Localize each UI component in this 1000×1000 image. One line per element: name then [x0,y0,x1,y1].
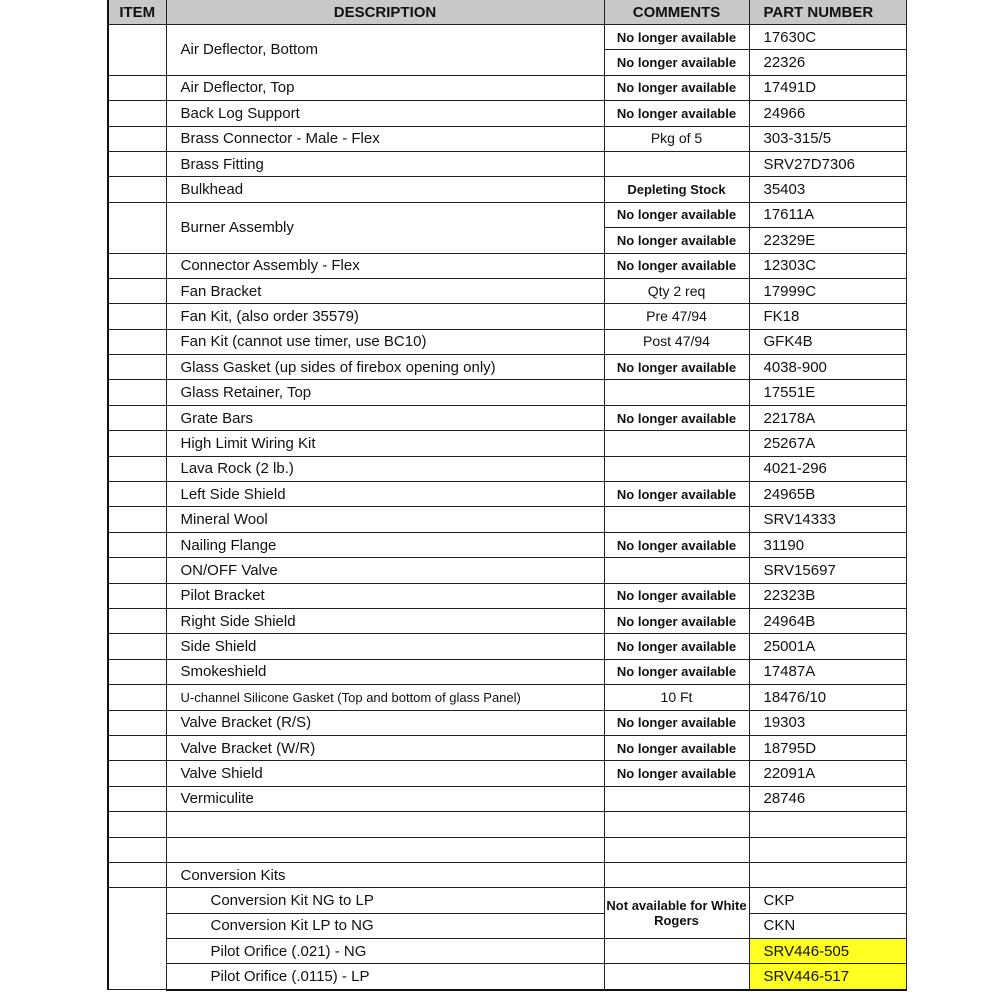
comment-cell: No longer available [604,608,749,633]
table-row [108,913,906,938]
table-row [108,151,906,176]
description-cell: Back Log Support [166,101,604,126]
description-cell: ON/OFF Valve [166,558,604,583]
item-cell [108,558,166,583]
part-number-cell: 18476/10 [749,685,906,710]
item-cell [108,380,166,405]
item-cell [108,659,166,684]
comment-cell [604,837,749,862]
comment-cell: No longer available [604,761,749,786]
part-number-cell: SRV14333 [749,507,906,532]
description-cell: Pilot Orifice (.021) - NG [166,939,604,964]
part-number-cell: 12303C [749,253,906,278]
table-row [108,812,906,837]
description-cell: Brass Fitting [166,151,604,176]
description-cell: Air Deflector, Bottom [166,25,604,76]
table-row [108,837,906,862]
description-cell: Fan Kit (cannot use timer, use BC10) [166,329,604,354]
description-cell: Vermiculite [166,786,604,811]
table-row [108,583,906,608]
table-row [108,278,906,303]
description-cell: Smokeshield [166,659,604,684]
comment-cell: 10 Ft [604,685,749,710]
table-row [108,735,906,760]
comment-cell [604,964,749,990]
description-cell: Right Side Shield [166,608,604,633]
description-cell: Mineral Wool [166,507,604,532]
part-number-cell: 18795D [749,735,906,760]
item-cell [108,25,166,76]
part-number-cell: SRV446-517 [749,964,906,990]
table-row [108,608,906,633]
table-row [108,253,906,278]
item-cell [108,608,166,633]
comment-cell [604,380,749,405]
comment-cell: Pre 47/94 [604,304,749,329]
description-cell: Fan Bracket [166,278,604,303]
comment-cell: Post 47/94 [604,329,749,354]
comment-cell: No longer available [604,710,749,735]
item-cell [108,685,166,710]
item-cell [108,202,166,253]
table-row [108,431,906,456]
description-cell: Glass Retainer, Top [166,380,604,405]
comment-cell: Qty 2 req [604,278,749,303]
part-number-cell: 28746 [749,786,906,811]
comment-cell [604,812,749,837]
table-row [108,761,906,786]
part-number-cell: 35403 [749,177,906,202]
item-cell [108,710,166,735]
table-row [108,558,906,583]
part-number-cell: 31190 [749,532,906,557]
description-cell [166,812,604,837]
part-number-cell: SRV446-505 [749,939,906,964]
comment-cell: Depleting Stock [604,177,749,202]
description-cell: Glass Gasket (up sides of firebox opening only) [166,355,604,380]
comment-cell [604,507,749,532]
table-row [108,888,906,913]
table-row [108,304,906,329]
description-cell: Conversion Kit LP to NG [166,913,604,938]
item-cell [108,304,166,329]
table-row [108,939,906,964]
table-row [108,25,906,50]
description-cell: Valve Bracket (W/R) [166,735,604,760]
item-cell [108,329,166,354]
item-cell [108,507,166,532]
table-row [108,659,906,684]
comment-cell [604,558,749,583]
item-cell [108,278,166,303]
description-cell: Valve Bracket (R/S) [166,710,604,735]
table-header-row [108,0,906,25]
item-cell [108,253,166,278]
table-row [108,126,906,151]
table-row [108,202,906,227]
part-number-cell [749,862,906,887]
part-number-cell: 17487A [749,659,906,684]
part-number-cell: 4021-296 [749,456,906,481]
description-cell: Left Side Shield [166,482,604,507]
part-number-cell: 17551E [749,380,906,405]
description-cell: Connector Assembly - Flex [166,253,604,278]
item-cell [108,355,166,380]
comment-cell: Pkg of 5 [604,126,749,151]
comment-cell [604,939,749,964]
item-cell [108,837,166,862]
part-number-cell: 17611A [749,202,906,227]
description-cell: High Limit Wiring Kit [166,431,604,456]
description-cell: Conversion Kit NG to LP [166,888,604,913]
description-cell: Side Shield [166,634,604,659]
description-cell: Nailing Flange [166,532,604,557]
comment-cell: No longer available [604,659,749,684]
comment-cell: No longer available [604,50,749,75]
comment-cell: No longer available [604,202,749,227]
table-row [108,964,906,990]
item-cell [108,126,166,151]
item-cell [108,532,166,557]
part-number-cell: CKN [749,913,906,938]
part-number-cell: 25267A [749,431,906,456]
part-number-cell: 22091A [749,761,906,786]
description-cell: Grate Bars [166,405,604,430]
item-cell [108,482,166,507]
comment-cell: No longer available [604,634,749,659]
comment-cell [604,862,749,887]
description-cell: Valve Shield [166,761,604,786]
header-item: ITEM [108,0,166,25]
part-number-cell: 22323B [749,583,906,608]
table-row [108,482,906,507]
header-description: DESCRIPTION [166,0,604,25]
part-number-cell: 22329E [749,228,906,253]
item-cell [108,431,166,456]
part-number-cell: 25001A [749,634,906,659]
comment-cell: No longer available [604,405,749,430]
description-cell: Lava Rock (2 lb.) [166,456,604,481]
comment-cell: No longer available [604,355,749,380]
table-row [108,456,906,481]
table-row [108,355,906,380]
table-row [108,75,906,100]
part-number-cell [749,837,906,862]
part-number-cell: 22326 [749,50,906,75]
part-number-cell: SRV15697 [749,558,906,583]
description-cell [166,837,604,862]
table-row [108,380,906,405]
description-cell: Burner Assembly [166,202,604,253]
part-number-cell: GFK4B [749,329,906,354]
part-number-cell: 4038-900 [749,355,906,380]
comment-cell: No longer available [604,101,749,126]
table-row [108,507,906,532]
item-cell [108,177,166,202]
comment-cell: Not available for White Rogers [604,888,749,939]
table-row [108,532,906,557]
description-cell: Bulkhead [166,177,604,202]
comment-cell: No longer available [604,482,749,507]
comment-cell: No longer available [604,75,749,100]
part-number-cell: SRV27D7306 [749,151,906,176]
comment-cell [604,151,749,176]
description-cell: Pilot Orifice (.0115) - LP [166,964,604,990]
item-cell [108,735,166,760]
item-cell [108,405,166,430]
parts-table [107,0,907,991]
comment-cell: No longer available [604,583,749,608]
part-number-cell: 303-315/5 [749,126,906,151]
comment-cell [604,431,749,456]
table-row [108,862,906,887]
table-row [108,101,906,126]
part-number-cell: 17999C [749,278,906,303]
table-row [108,329,906,354]
item-cell [108,101,166,126]
comment-cell: No longer available [604,25,749,50]
description-cell: Pilot Bracket [166,583,604,608]
part-number-cell: CKP [749,888,906,913]
item-cell [108,634,166,659]
item-cell [108,761,166,786]
comment-cell: No longer available [604,228,749,253]
header-comments: COMMENTS [604,0,749,25]
item-cell [108,786,166,811]
part-number-cell: 24965B [749,482,906,507]
table-row [108,685,906,710]
item-cell [108,456,166,481]
part-number-cell: 22178A [749,405,906,430]
item-cell [108,812,166,837]
part-number-cell: FK18 [749,304,906,329]
item-cell [108,888,166,990]
part-number-cell: 17630C [749,25,906,50]
item-cell [108,151,166,176]
comment-cell [604,456,749,481]
table-row [108,786,906,811]
part-number-cell: 17491D [749,75,906,100]
description-cell: U-channel Silicone Gasket (Top and bottom of glass Panel) [166,685,604,710]
item-cell [108,75,166,100]
description-cell: Fan Kit, (also order 35579) [166,304,604,329]
description-cell: Brass Connector - Male - Flex [166,126,604,151]
comment-cell: No longer available [604,253,749,278]
comment-cell [604,786,749,811]
table-row [108,634,906,659]
item-cell [108,583,166,608]
part-number-cell: 24966 [749,101,906,126]
table-row [108,177,906,202]
comment-cell: No longer available [604,532,749,557]
description-cell: Air Deflector, Top [166,75,604,100]
comment-cell: No longer available [604,735,749,760]
description-cell: Conversion Kits [166,862,604,887]
table-row [108,405,906,430]
table-row [108,710,906,735]
header-part-number: PART NUMBER [749,0,906,25]
part-number-cell [749,812,906,837]
item-cell [108,862,166,887]
part-number-cell: 19303 [749,710,906,735]
part-number-cell: 24964B [749,608,906,633]
